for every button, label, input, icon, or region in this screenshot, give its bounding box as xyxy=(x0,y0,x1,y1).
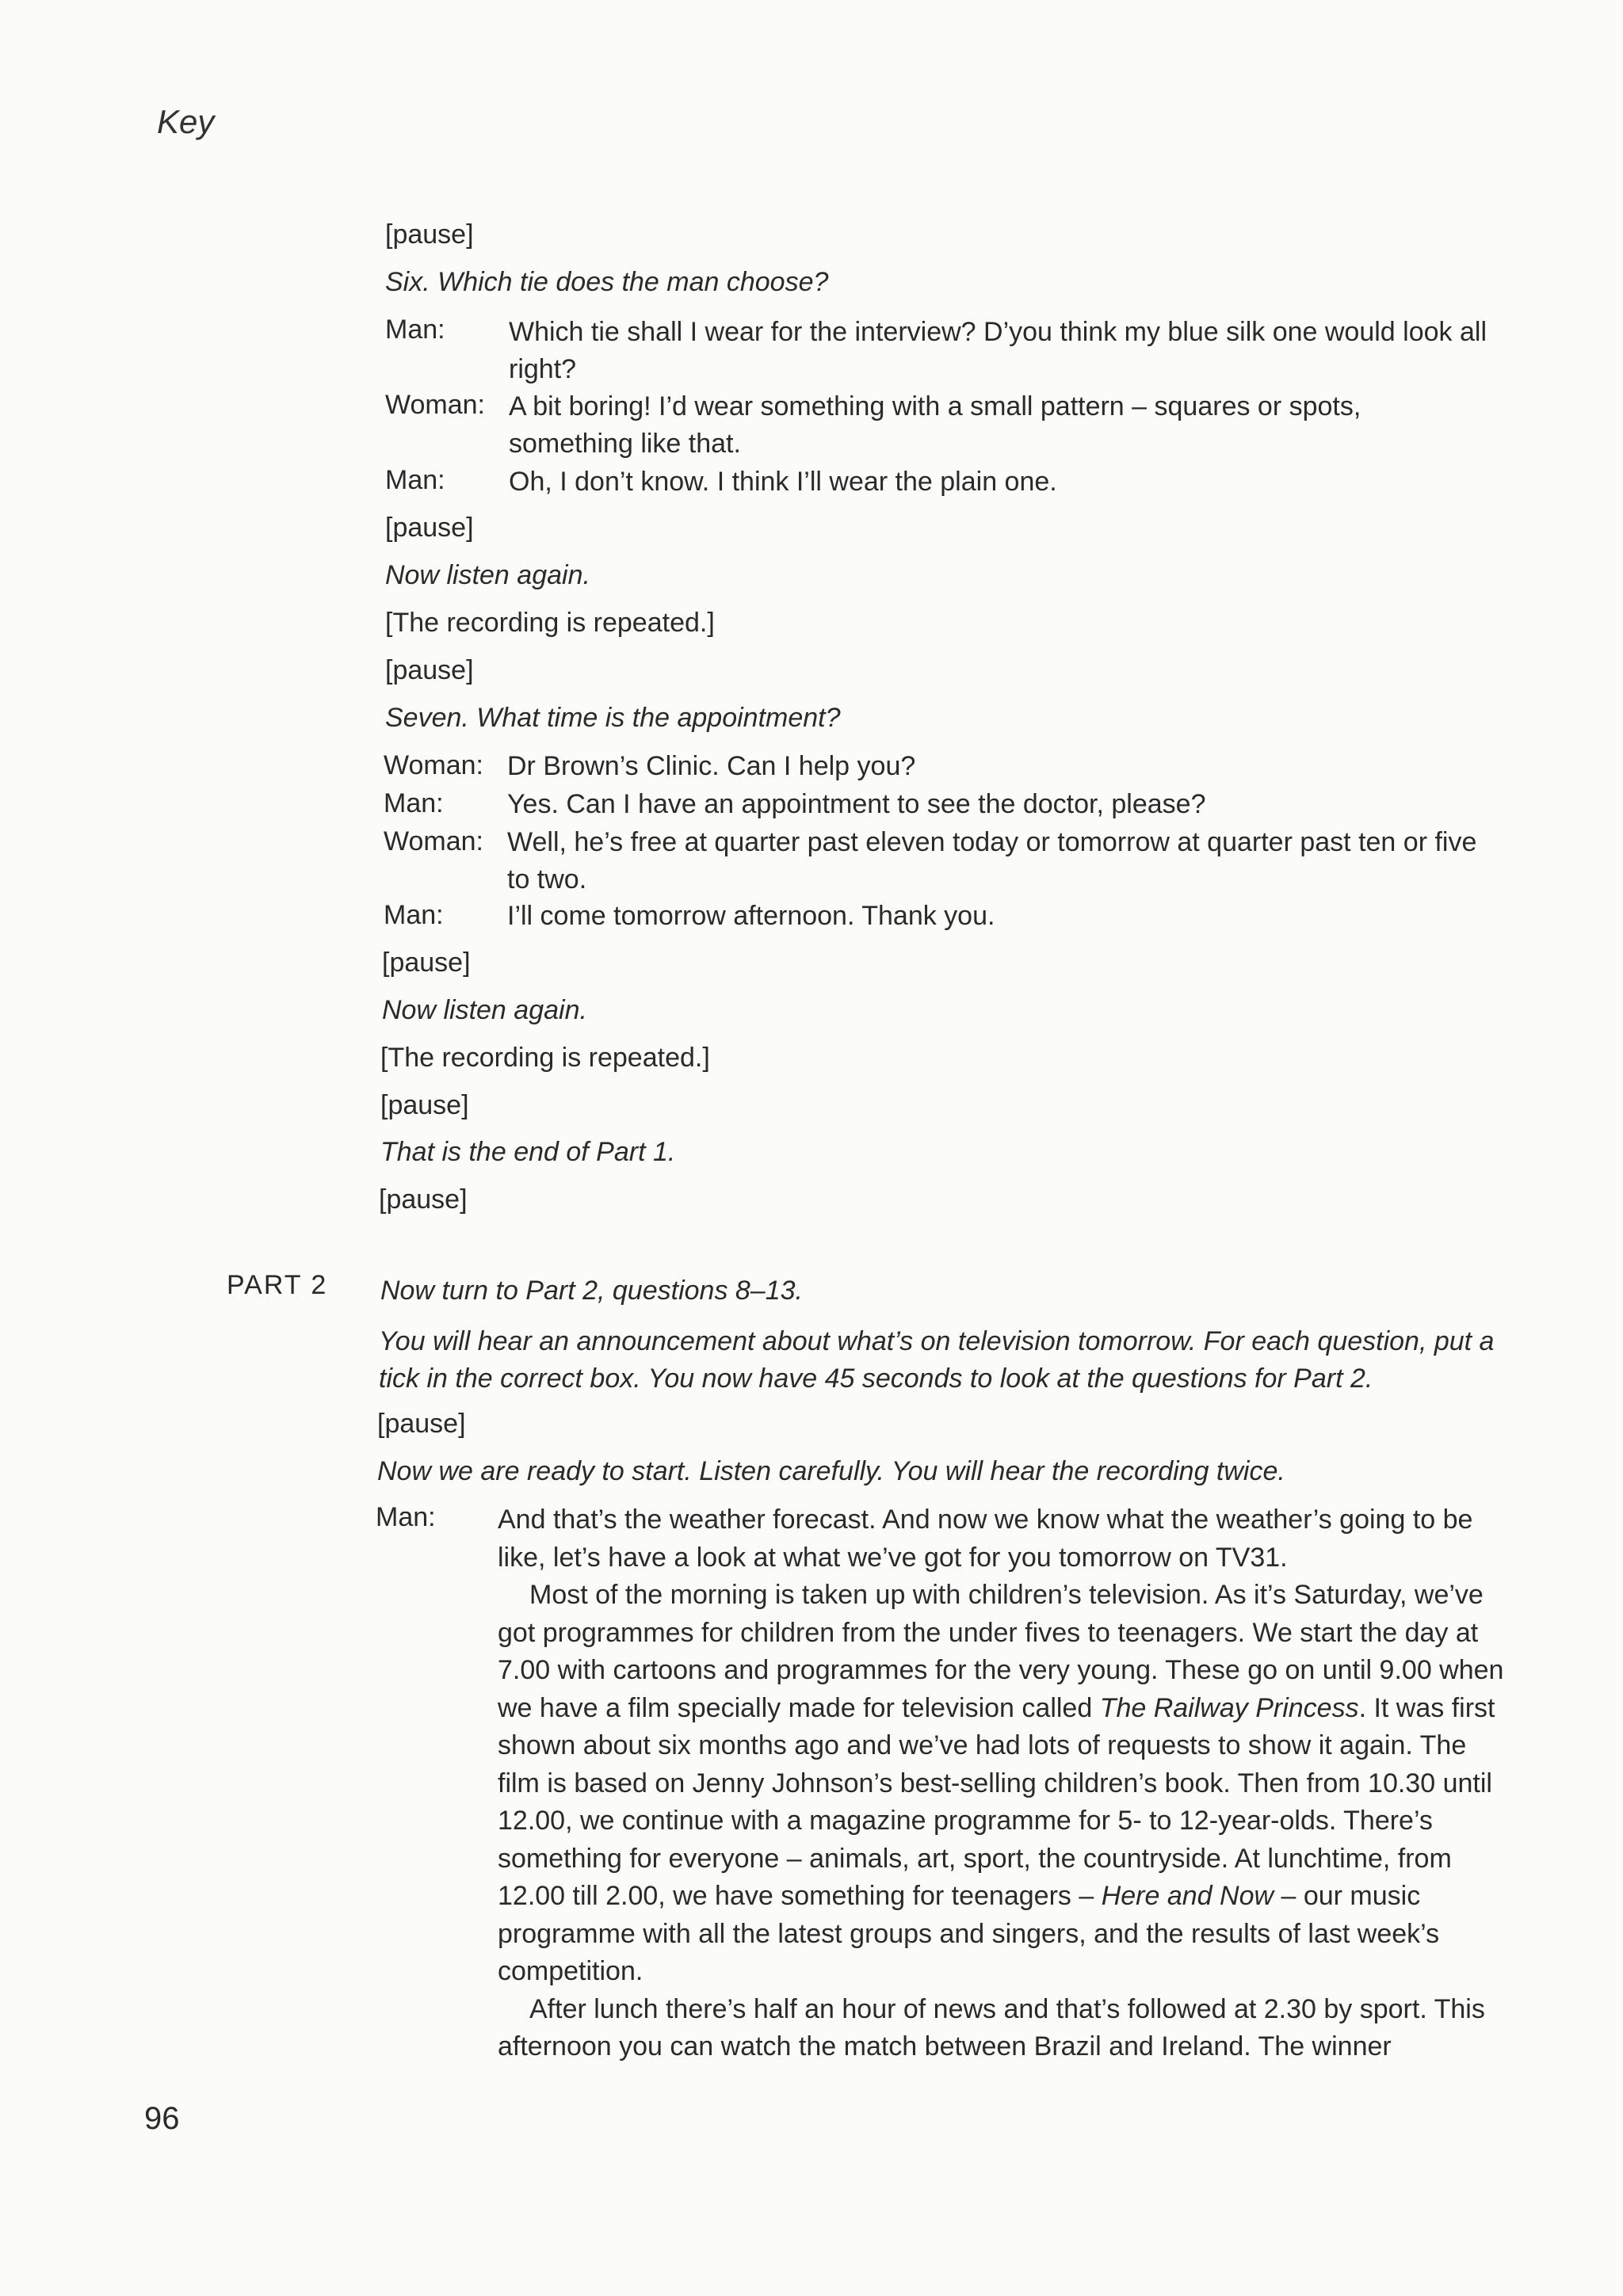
end-of-part-one: That is the end of Part 1. xyxy=(380,1137,676,1167)
question-six: Six. Which tie does the man choose? xyxy=(385,267,829,297)
speaker-label: Woman: xyxy=(384,750,483,780)
instruction-listen-again: Now listen again. xyxy=(382,995,587,1025)
announcement-text xyxy=(498,1501,1504,2066)
programme-title: The Railway Princess xyxy=(1099,1692,1359,1723)
part-two-instructions: You will hear an announcement about what’s on television tomorrow. For each question, put a tick in the correct box. You now have 45 seconds to look at the questions for Part 2. xyxy=(379,1326,1495,1394)
announcement-paragraph: After lunch there’s half an hour of news and that’s followed at 2.30 by sport. This afternoon you can watch the match between Brazil and Ireland. The winner xyxy=(498,1993,1485,2061)
speaker-label: Man: xyxy=(384,788,444,818)
speaker-label: Man: xyxy=(384,900,444,930)
speaker-label: Woman: xyxy=(384,826,483,856)
pause-marker: [pause] xyxy=(385,219,474,250)
recording-repeated-note: [The recording is repeated.] xyxy=(380,1043,710,1073)
speaker-label: Woman: xyxy=(385,390,485,420)
part-two-intro: Now turn to Part 2, questions 8–13. xyxy=(380,1276,803,1306)
announcement-paragraph: And that’s the weather forecast. And now we know what the weather’s going to be like, let’s have a look at what we’ve got for you tomorrow on TV31. xyxy=(498,1505,1473,1573)
dialogue-line: Dr Brown’s Clinic. Can I help you? xyxy=(507,751,916,781)
pause-marker: [pause] xyxy=(379,1184,468,1215)
speaker-label: Man: xyxy=(385,315,445,345)
pause-marker: [pause] xyxy=(385,655,474,685)
instruction-listen-again: Now listen again. xyxy=(385,560,590,590)
speaker-label: Man: xyxy=(385,465,445,495)
dialogue-line: Well, he’s free at quarter past eleven today or tomorrow at quarter past ten or five to two. xyxy=(507,827,1477,894)
question-seven: Seven. What time is the appointment? xyxy=(385,703,841,733)
text-run: Most of the morning is taken up with children’s television. As it’s Saturday, we’ve got programmes for children from the under fives to teenagers. We start the day at 7.00 with cartoons and programmes for the very young. These go on until 9.00 when we have a film specially made for television called xyxy=(498,1580,1504,1723)
speaker-label: Man: xyxy=(376,1502,436,1532)
programme-title: Here and Now xyxy=(1101,1881,1274,1911)
recording-repeated-note: [The recording is repeated.] xyxy=(385,608,715,638)
part-heading: PART 2 xyxy=(227,1270,328,1300)
announcement-paragraph xyxy=(498,1577,1504,1991)
dialogue-line: Yes. Can I have an appointment to see the doctor, please? xyxy=(507,789,1206,819)
page-number: 96 xyxy=(144,2101,180,2136)
dialogue-line: A bit boring! I’d wear something with a small pattern – squares or spots, something like that. xyxy=(509,391,1361,459)
dialogue-line: Which tie shall I wear for the interview? D’you think my blue silk one would look all right? xyxy=(509,317,1487,384)
pause-marker: [pause] xyxy=(380,1090,469,1120)
dialogue-line: I’ll come tomorrow afternoon. Thank you. xyxy=(507,901,995,931)
pause-marker: [pause] xyxy=(377,1409,466,1439)
dialogue-line: Oh, I don’t know. I think I’ll wear the plain one. xyxy=(509,467,1057,497)
pause-marker: [pause] xyxy=(385,513,474,543)
pause-marker: [pause] xyxy=(382,948,471,978)
ready-to-start: Now we are ready to start. Listen carefully. You will hear the recording twice. xyxy=(377,1456,1285,1486)
text-run: – our music programme with all the latest groups and singers, and the results of last week’s competition. xyxy=(498,1881,1440,1986)
text-run: . It was first shown about six months ago and we’ve had lots of requests to show it again. The film is based on Jenny Johnson’s best-selling children’s book. Then from 10.30 until 12.00, we continue with a magazine programme for 5- to 12-year-olds. There’s something for everyone – animals, art, sport, the countryside. At lunchtime, from 12.00 till 2.00, we have something for teenagers – xyxy=(498,1692,1495,1911)
running-header: Key xyxy=(157,103,215,140)
